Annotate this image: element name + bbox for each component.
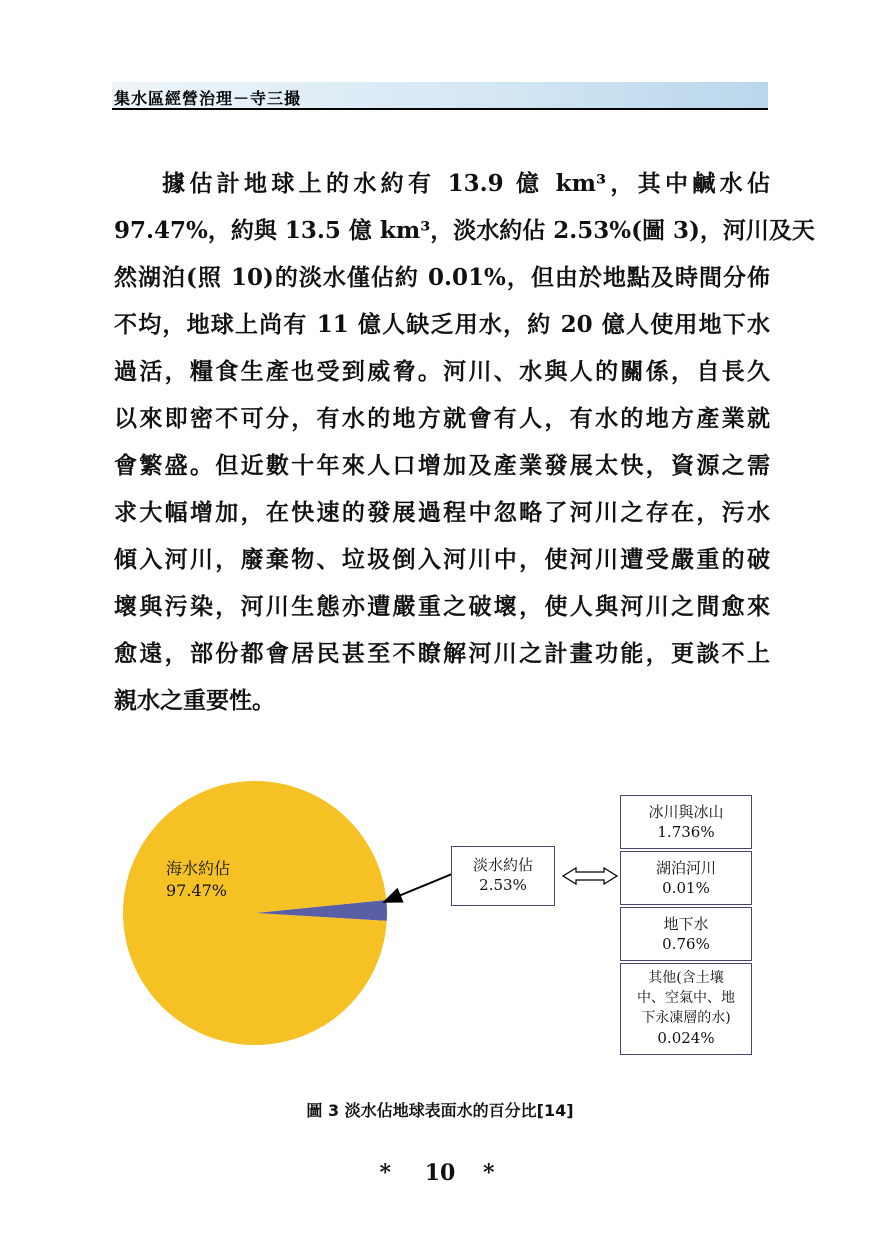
groundwater-value: 0.76% [662, 935, 710, 953]
sea-water-label [166, 858, 230, 902]
freshwater-box [451, 846, 555, 906]
body-line: 親水之重要性。 [114, 687, 275, 714]
page-number-footer [0, 1160, 880, 1186]
other-water-value: 0.024% [657, 1029, 715, 1047]
body-line: 據估計地球上的水約有 13.9 億 km³，其中鹹水佔 [162, 170, 770, 197]
other-water-line: 中、空氣中、地 [637, 990, 735, 1006]
freshwater-value: 2.53% [479, 876, 527, 894]
figure-caption: 圖 3 淡水佔地球表面水的百分比[14] [306, 1101, 574, 1120]
lakes-rivers-value: 0.01% [662, 879, 710, 897]
glacier-name: 冰川與冰山 [648, 803, 724, 821]
freshwater-name: 淡水約佔 [472, 856, 533, 874]
sea-water-name: 海水約佔 [166, 859, 231, 878]
body-line: 求大幅增加，在快速的發展過程中忽略了河川之存在，污水 [114, 499, 770, 526]
page-number: 10 [424, 1160, 456, 1186]
body-line: 愈遠，部份都會居民甚至不瞭解河川之計畫功能，更談不上 [114, 640, 770, 667]
glacier-box [620, 795, 752, 849]
body-line: 過活，糧食生產也受到威脅。河川、水與人的關係，自長久 [114, 358, 770, 385]
star-ornament: * [379, 1160, 398, 1186]
body-line: 97.47%，約與 13.5 億 km³，淡水約佔 2.53%(圖 3)，河川及天 [114, 217, 815, 244]
body-line: 以來即密不可分，有水的地方就會有人，有水的地方產業就 [114, 405, 770, 432]
pointer-arrow [384, 874, 452, 902]
sea-water-value: 97.47% [166, 881, 228, 900]
body-paragraph [114, 160, 815, 724]
body-line: 壞與污染，河川生態亦遭嚴重之破壞，使人與河川之間愈來 [114, 593, 770, 620]
lakes-rivers-name: 湖泊河川 [655, 859, 716, 877]
double-arrow-icon [563, 868, 617, 884]
groundwater-name: 地下水 [663, 915, 709, 933]
other-water-line: 其他(含土壤 [648, 970, 724, 986]
other-water-line: 下永凍層的水) [641, 1010, 731, 1026]
glacier-value: 1.736% [657, 823, 715, 841]
header-rule [112, 108, 768, 110]
body-line: 會繁盛。但近數十年來人口增加及產業發展太快，資源之需 [114, 452, 770, 479]
body-line: 然湖泊(照 10)的淡水僅佔約 0.01%，但由於地點及時間分佈 [114, 264, 770, 291]
star-ornament: * [482, 1160, 501, 1186]
groundwater-box [620, 907, 752, 961]
running-header-title: 集水區經營治理－寺三撮 [114, 89, 302, 108]
body-line: 傾入河川，廢棄物、垃圾倒入河川中，使河川遭受嚴重的破 [114, 546, 770, 573]
other-water-box [620, 963, 752, 1055]
lakes-rivers-box [620, 851, 752, 905]
body-line: 不均，地球上尚有 11 億人缺乏用水，約 20 億人使用地下水 [114, 311, 770, 338]
